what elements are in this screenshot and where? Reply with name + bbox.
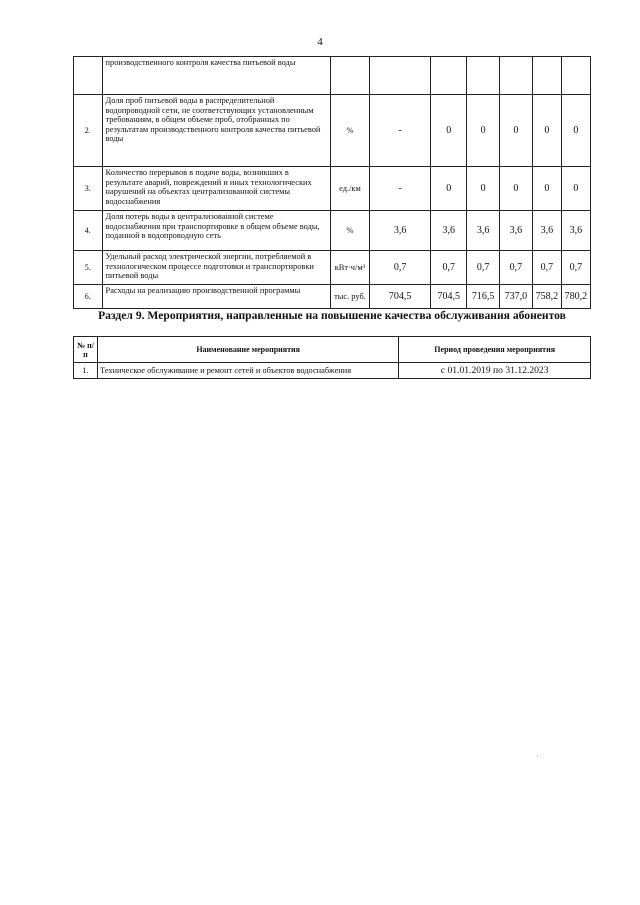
indicator-value: 780,2 — [561, 285, 590, 309]
indicator-row — [74, 167, 591, 211]
indicator-value: 3,6 — [370, 211, 431, 251]
indicator-name: Расходы на реализацию производственной программы — [102, 285, 330, 309]
indicator-value: 3,6 — [431, 211, 467, 251]
indicator-number: 4. — [74, 211, 103, 251]
indicator-value: 0 — [431, 95, 467, 167]
indicator-unit: тыс. руб. — [330, 285, 369, 309]
indicator-value: 0 — [532, 95, 561, 167]
indicator-value: 0,7 — [561, 251, 590, 285]
indicator-value: 0 — [561, 95, 590, 167]
indicator-value: 0 — [467, 167, 500, 211]
indicator-value: 0 — [431, 167, 467, 211]
indicator-value — [467, 57, 500, 95]
header-period: Период проведения мероприятия — [399, 337, 591, 363]
indicator-name: Удельный расход электрической энергии, потребляемой в технологическом процессе подготовки и транспортировки питьевой воды — [102, 251, 330, 285]
indicator-row — [74, 251, 591, 285]
indicator-value: 0,7 — [500, 251, 533, 285]
indicator-value: 0,7 — [370, 251, 431, 285]
indicator-row — [74, 57, 591, 95]
indicator-value: 716,5 — [467, 285, 500, 309]
indicator-value — [532, 57, 561, 95]
header-name: Наименование мероприятия — [97, 337, 398, 363]
indicator-value: 0 — [532, 167, 561, 211]
indicator-value: - — [370, 95, 431, 167]
header-num: № п/п — [74, 337, 98, 363]
indicators-table — [73, 56, 591, 309]
indicator-unit — [330, 57, 369, 95]
indicator-value — [370, 57, 431, 95]
indicator-value — [431, 57, 467, 95]
measures-table — [73, 336, 591, 379]
indicator-number: 3. — [74, 167, 103, 211]
indicator-value: 704,5 — [370, 285, 431, 309]
indicator-unit: % — [330, 211, 369, 251]
indicator-value: 3,6 — [532, 211, 561, 251]
indicator-value: 0,7 — [532, 251, 561, 285]
measure-row — [74, 363, 591, 379]
indicator-number — [74, 57, 103, 95]
indicator-value: 737,0 — [500, 285, 533, 309]
indicator-number: 5. — [74, 251, 103, 285]
indicator-value: 3,6 — [467, 211, 500, 251]
measure-name: Техническое обслуживание и ремонт сетей и объектов водоснабжения — [97, 363, 398, 379]
indicator-value: 3,6 — [561, 211, 590, 251]
indicator-name: Количество перерывов в подаче воды, возникших в результате аварий, повреждений и иных технологических нарушений на объектах централизованной системы водоснабжения — [102, 167, 330, 211]
measure-number: 1. — [74, 363, 98, 379]
indicator-row — [74, 95, 591, 167]
indicator-row — [74, 211, 591, 251]
section-9-title: Раздел 9. Мероприятия, направленные на повышение качества обслуживания абонентов — [98, 309, 566, 322]
indicator-value — [561, 57, 590, 95]
indicator-value: 0,7 — [467, 251, 500, 285]
indicator-value: 0 — [561, 167, 590, 211]
page-number: 4 — [317, 36, 323, 48]
indicator-value: - — [370, 167, 431, 211]
indicator-name: производственного контроля качества питьевой воды — [102, 57, 330, 95]
indicator-number: 2. — [74, 95, 103, 167]
measure-period: с 01.01.2019 по 31.12.2023 — [399, 363, 591, 379]
indicator-name: Доля потерь воды в централизованной системе водоснабжения при транспортировке в общем объеме воды, поданной в водопроводную сеть — [102, 211, 330, 251]
indicator-number: 6. — [74, 285, 103, 309]
indicator-unit: кВт·ч/м³ — [330, 251, 369, 285]
indicator-row — [74, 285, 591, 309]
indicator-unit: ед./км — [330, 167, 369, 211]
indicator-value: 758,2 — [532, 285, 561, 309]
measures-header-row — [74, 337, 591, 363]
indicator-value: 0 — [500, 167, 533, 211]
indicator-value: 704,5 — [431, 285, 467, 309]
indicator-value: 3,6 — [500, 211, 533, 251]
indicator-value: 0 — [500, 95, 533, 167]
indicator-name: Доля проб питьевой воды в распределительной водопроводной сети, не соответствующих установленным требованиям, в общем объеме проб, отобранных по результатам производственного контроля качества питьевой воды — [102, 95, 330, 167]
scan-speck — [537, 756, 538, 757]
indicator-unit: % — [330, 95, 369, 167]
indicator-value — [500, 57, 533, 95]
indicator-value: 0,7 — [431, 251, 467, 285]
indicator-value: 0 — [467, 95, 500, 167]
